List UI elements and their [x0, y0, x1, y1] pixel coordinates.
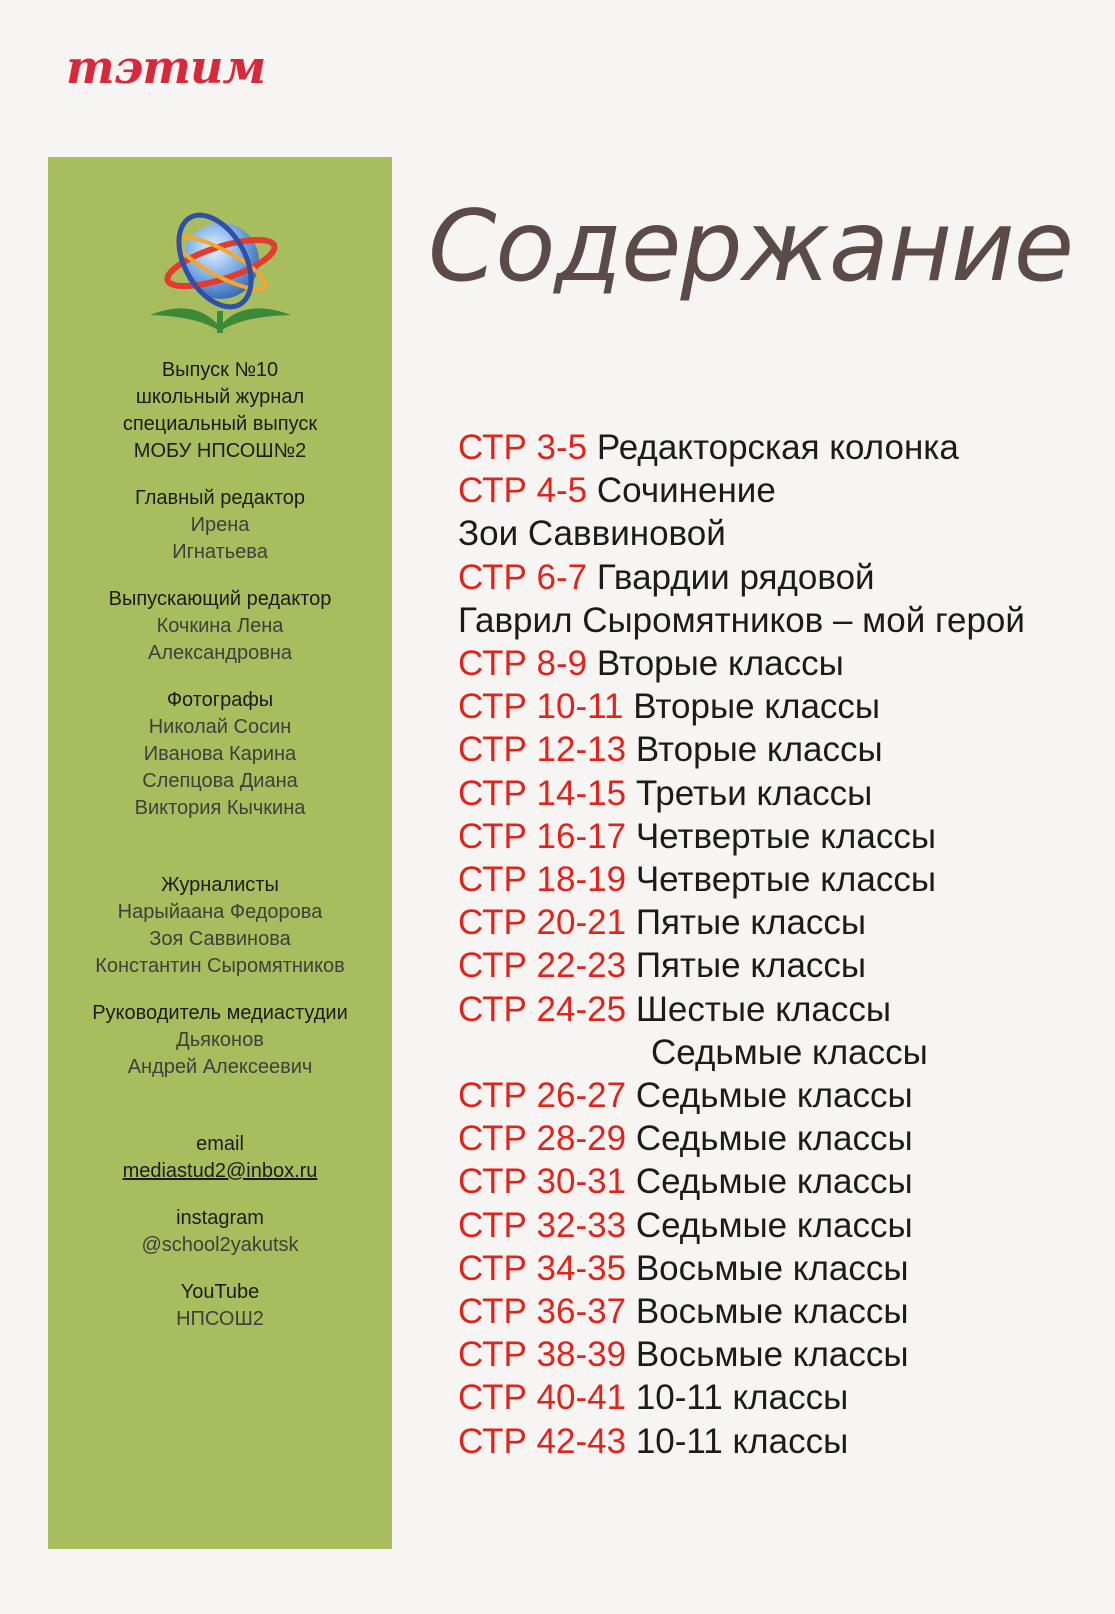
toc-page-range: СТР 4-5 [458, 471, 588, 511]
journalist-name: Константин Сыромятников [95, 955, 345, 977]
email-link[interactable]: mediastud2@inbox.ru [122, 1160, 318, 1182]
school-emblem-icon [145, 203, 295, 343]
toc-page-range: СТР 34-35 [458, 1248, 627, 1288]
photographer-name: Слепцова Диана [142, 770, 298, 792]
toc-title: Зои Саввиновой [458, 514, 726, 554]
media-head-block [48, 1000, 392, 1081]
toc-page-range: СТР 20-21 [458, 903, 627, 943]
table-of-contents [458, 426, 1098, 1463]
toc-entry [458, 858, 1098, 901]
toc-entry [458, 988, 1098, 1031]
toc-page-range: СТР 3-5 [458, 428, 588, 467]
toc-entry [458, 1376, 1098, 1419]
toc-title: 10-11 классы [635, 1378, 849, 1418]
toc-page-range: СТР 14-15 [458, 773, 627, 813]
toc-entry [458, 1333, 1098, 1376]
media-head-name: Дьяконов [176, 1029, 264, 1051]
release-editor-name: Александровна [148, 642, 292, 664]
journalists-block [48, 872, 392, 980]
toc-page-range: СТР 32-33 [458, 1205, 627, 1245]
issue-type: школьный журнал [135, 386, 305, 408]
toc-page-range: СТР 10-11 [458, 687, 624, 727]
toc-entry [458, 426, 1098, 469]
toc-entry [458, 1420, 1098, 1463]
toc-page-range: СТР 6-7 [458, 557, 588, 597]
toc-title: Третьи классы [635, 773, 873, 813]
toc-title: Седьмые классы [635, 1205, 913, 1245]
release-editor-block [48, 586, 392, 667]
toc-title: Гвардии рядовой [596, 557, 875, 597]
toc-title: Седьмые классы [635, 1119, 913, 1159]
toc-page-range: СТР 30-31 [458, 1162, 627, 1202]
toc-title: Восьмые классы [635, 1248, 909, 1288]
toc-entry [458, 1117, 1098, 1160]
toc-entry [458, 1031, 1098, 1074]
toc-page-range: СТР 26-27 [458, 1076, 627, 1116]
toc-title: Вторые классы [633, 687, 881, 727]
release-editor-heading: Выпускающий редактор [108, 588, 332, 610]
release-editor-name: Кочкина Лена [156, 615, 284, 637]
toc-title: Четвертые классы [635, 816, 936, 856]
toc-title: Сочинение [596, 471, 776, 511]
toc-page-range: СТР 8-9 [458, 644, 588, 684]
toc-page-range: СТР 40-41 [458, 1378, 627, 1418]
toc-title: Седьмые классы [651, 1032, 928, 1072]
email-block [48, 1131, 392, 1185]
toc-entry [458, 944, 1098, 987]
toc-entry [458, 815, 1098, 858]
toc-page-range: СТР 38-39 [458, 1335, 627, 1375]
toc-title: Редакторская колонка [596, 428, 959, 467]
photographer-name: Иванова Карина [143, 743, 297, 765]
chief-editor-heading: Главный редактор [134, 487, 306, 509]
media-head-name: Андрей Алексеевич [127, 1056, 313, 1078]
toc-entry [458, 556, 1098, 599]
toc-entry [458, 685, 1098, 728]
toc-entry [458, 728, 1098, 771]
toc-page-range: СТР 42-43 [458, 1421, 627, 1461]
chief-editor-block [48, 485, 392, 566]
toc-entry [458, 1074, 1098, 1117]
toc-title: Пятые классы [635, 946, 867, 986]
toc-title: Вторые классы [596, 644, 844, 684]
toc-entry [458, 469, 1098, 512]
toc-entry [458, 512, 1098, 555]
journalist-name: Зоя Саввинова [149, 928, 291, 950]
toc-entry [458, 1290, 1098, 1333]
toc-entry [458, 772, 1098, 815]
youtube-channel: НПСОШ2 [176, 1308, 264, 1330]
toc-entry [458, 1204, 1098, 1247]
youtube-block [48, 1279, 392, 1333]
toc-page-range: СТР 36-37 [458, 1292, 627, 1332]
credits-sidebar [48, 157, 392, 1549]
photographer-name: Виктория Кычкина [134, 797, 306, 819]
toc-page-range: СТР 12-13 [458, 730, 627, 770]
toc-page-range: СТР 18-19 [458, 860, 627, 900]
photographers-block [48, 687, 392, 822]
toc-page-range: СТР 24-25 [458, 989, 627, 1029]
toc-title: Пятые классы [635, 903, 867, 943]
toc-entry [458, 1160, 1098, 1203]
toc-page-range: СТР 16-17 [458, 816, 627, 856]
toc-entry [458, 599, 1098, 642]
chief-editor-name: Игнатьева [172, 541, 268, 563]
chief-editor-name: Ирена [190, 514, 250, 536]
instagram-block [48, 1205, 392, 1259]
issue-info [48, 357, 392, 465]
photographer-name: Николай Сосин [148, 716, 292, 738]
email-label: email [196, 1133, 244, 1155]
instagram-handle: @school2yakutsk [141, 1234, 299, 1256]
media-head-heading: Руководитель медиастудии [92, 1002, 348, 1024]
brand-logo: тэтим [66, 40, 266, 94]
instagram-label: instagram [176, 1207, 264, 1229]
page-title: Содержание [428, 190, 1074, 304]
youtube-label: YouTube [180, 1281, 260, 1303]
toc-title: Седьмые классы [635, 1076, 913, 1116]
toc-title: Вторые классы [635, 730, 883, 770]
toc-entry [458, 1247, 1098, 1290]
toc-title: Гаврил Сыромятников – мой герой [458, 600, 1025, 640]
issue-special: специальный выпуск [122, 413, 318, 435]
journalist-name: Нарыйаана Федорова [117, 901, 323, 923]
toc-page-range: СТР 28-29 [458, 1119, 627, 1159]
toc-title: Четвертые классы [635, 860, 936, 900]
toc-title: Шестые классы [635, 989, 891, 1029]
toc-title: Восьмые классы [635, 1335, 909, 1375]
toc-entry [458, 901, 1098, 944]
journalists-heading: Журналисты [161, 874, 279, 896]
issue-number: Выпуск №10 [161, 359, 279, 381]
toc-entry [458, 642, 1098, 685]
issue-school: МОБУ НПСОШ№2 [133, 440, 307, 462]
toc-title: 10-11 классы [635, 1421, 849, 1461]
toc-title: Седьмые классы [635, 1162, 913, 1202]
photographers-heading: Фотографы [166, 689, 274, 711]
toc-title: Восьмые классы [635, 1292, 909, 1332]
toc-page-range: СТР 22-23 [458, 946, 627, 986]
